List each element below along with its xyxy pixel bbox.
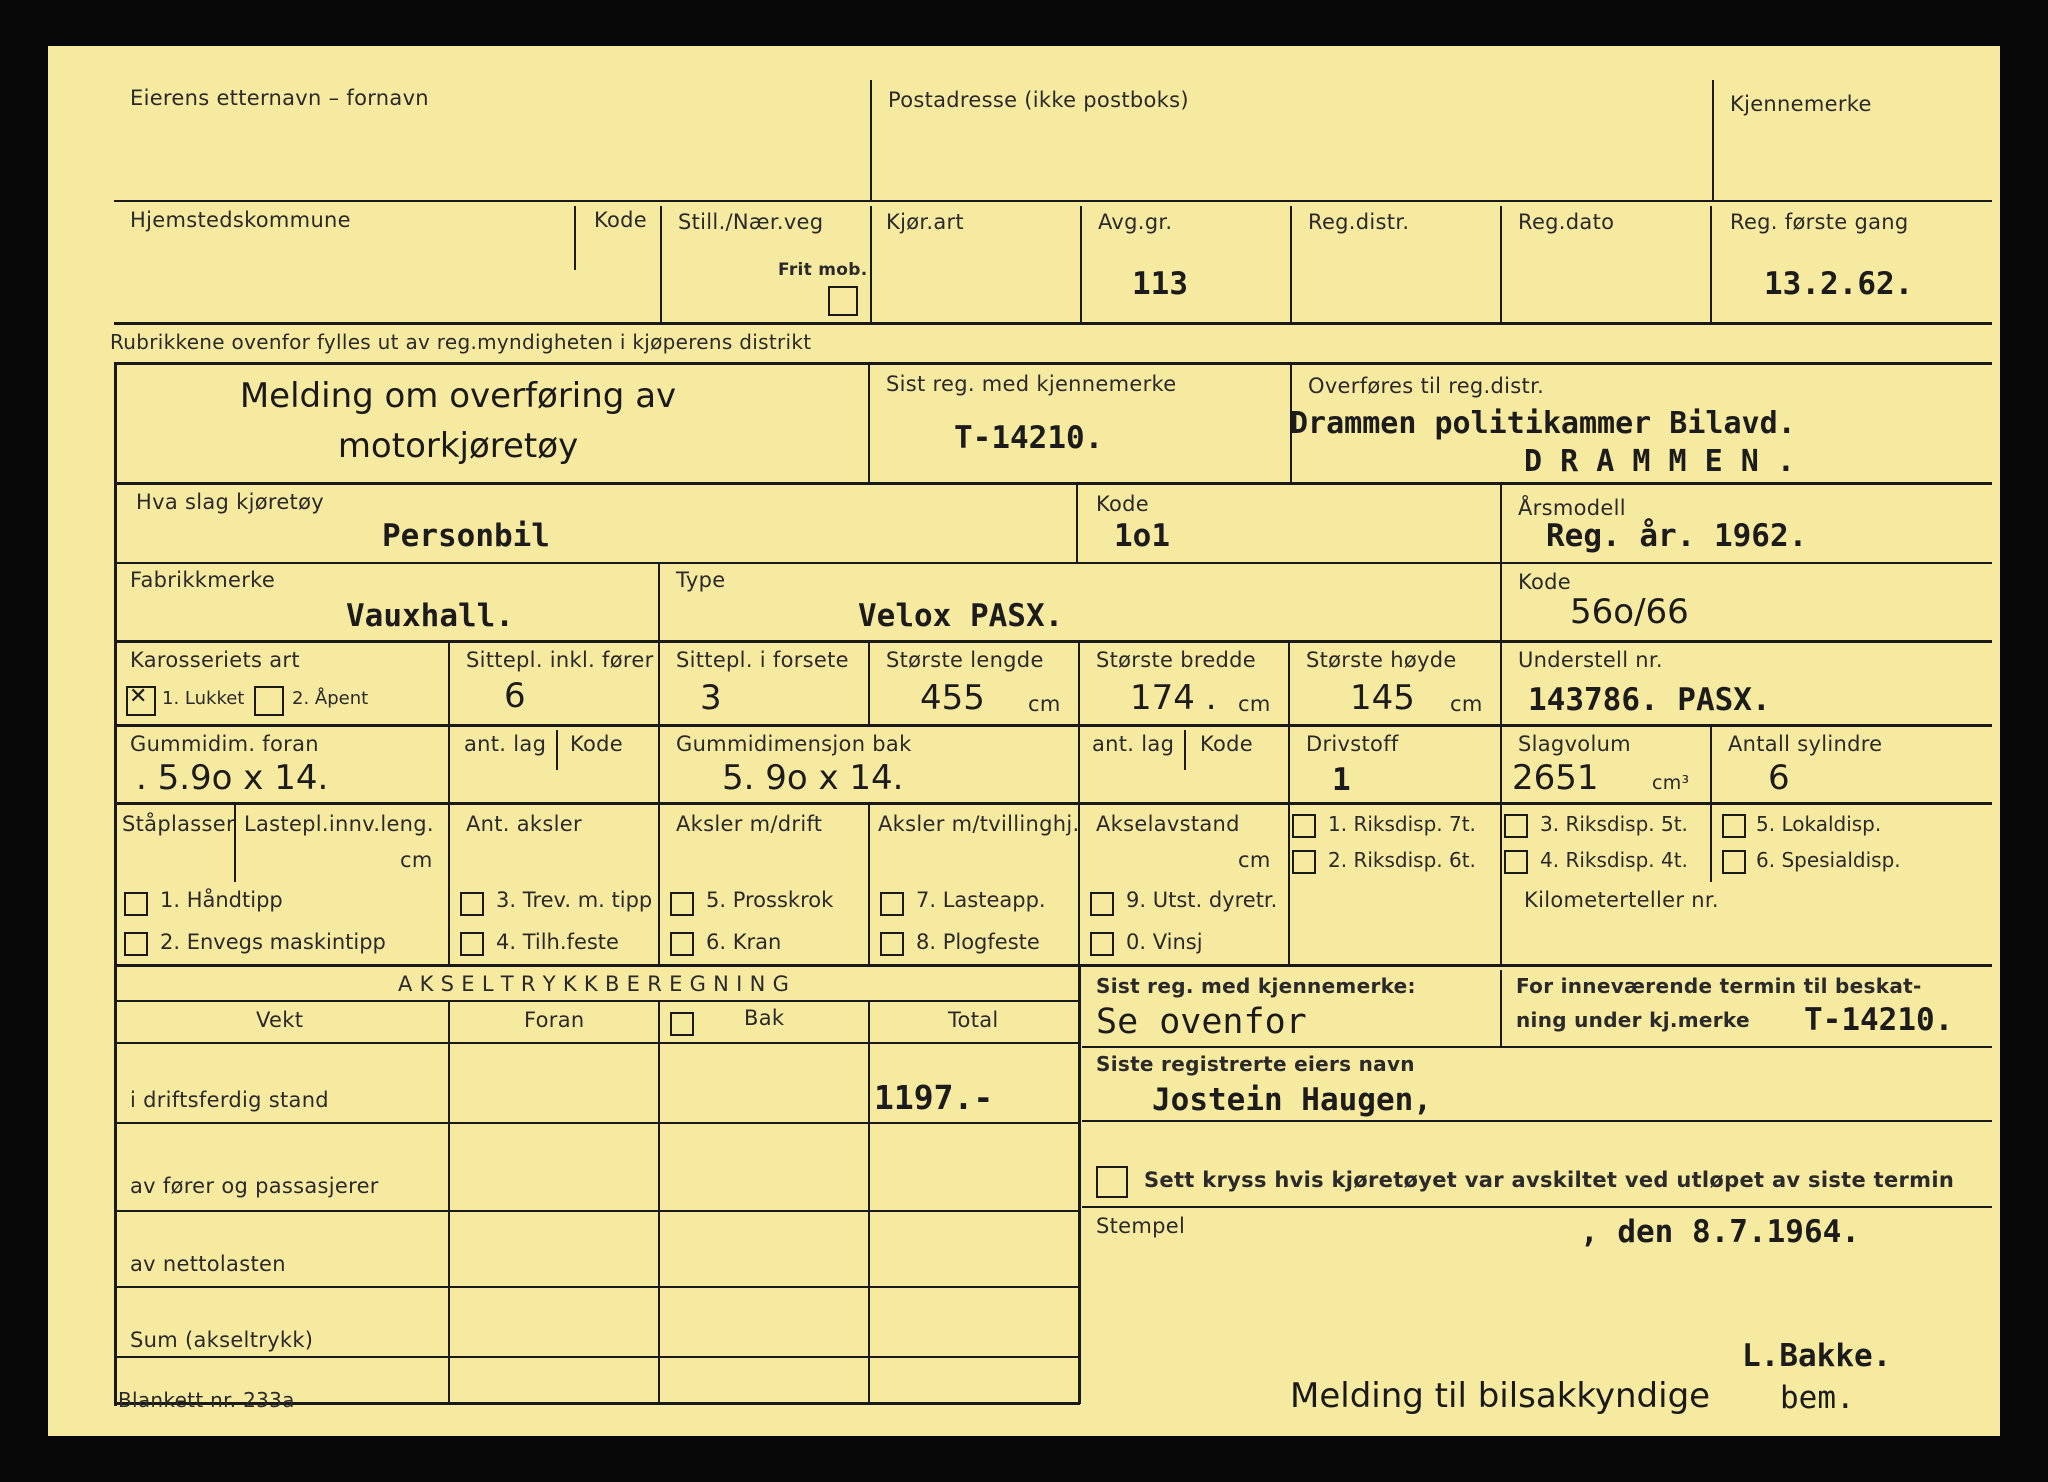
- rule: [870, 80, 872, 202]
- first-reg-label: Reg. første gang: [1730, 210, 1909, 234]
- height-label: Største høyde: [1306, 648, 1457, 672]
- rule: [1500, 804, 1502, 964]
- rule: [1712, 80, 1714, 202]
- animal-transport-label: 9. Utst. dyretr.: [1126, 888, 1278, 912]
- cylinders-label: Antall sylindre: [1728, 732, 1883, 756]
- rule: [1078, 964, 1081, 1404]
- width-label: Største bredde: [1096, 648, 1257, 672]
- rule: [1082, 1206, 1992, 1208]
- plow-mount-label: 8. Plogfeste: [916, 930, 1040, 954]
- last-reg-value: T-14210.: [954, 420, 1104, 456]
- rule: [1082, 1046, 1992, 1048]
- riksdisp-5t-label: 3. Riksdisp. 5t.: [1540, 812, 1688, 836]
- trailer-hitch-label: 4. Tilh.feste: [496, 930, 619, 954]
- front-plies-label: ant. lag: [464, 732, 547, 756]
- front-seats-value: 3: [700, 678, 722, 718]
- wood-tip-label: 3. Trev. m. tipp: [496, 888, 653, 912]
- front-seats-label: Sittepl. i forsete: [676, 648, 849, 672]
- crane-checkbox[interactable]: [670, 932, 694, 956]
- form-number: Blankett nr. 233a: [118, 1388, 295, 1412]
- rule: [1078, 642, 1080, 726]
- rule: [114, 1000, 1078, 1002]
- rule: [1080, 206, 1082, 322]
- deregistered-label: Sett kryss hvis kjøretøyet var avskiltet ved utløpet av siste termin: [1144, 1168, 1955, 1192]
- seats-label: Sittepl. inkl. fører: [466, 648, 654, 672]
- col-front-header: Foran: [524, 1008, 585, 1032]
- twin-axles-label: Aksler m/tvillinghj.: [878, 812, 1080, 836]
- plate-label: Kjennemerke: [1730, 92, 1872, 116]
- winch-label: 0. Vinsj: [1126, 930, 1203, 954]
- destination-label: Melding til bilsakkyndige: [1290, 1376, 1711, 1416]
- tax-group-label: Avg.gr.: [1098, 210, 1173, 234]
- deregistered-checkbox[interactable]: [1096, 1166, 1128, 1198]
- height-unit: cm: [1450, 692, 1483, 716]
- hand-tip-label: 1. Håndtipp: [160, 888, 283, 912]
- col-total-header: Total: [948, 1008, 999, 1032]
- special-disp-label: 6. Spesialdisp.: [1756, 848, 1901, 872]
- volume-unit: cm³: [1652, 772, 1690, 794]
- wheelbase-label: Akselavstand: [1096, 812, 1240, 836]
- special-disp-checkbox[interactable]: [1722, 850, 1746, 874]
- rear-header-checkbox[interactable]: [670, 1012, 694, 1036]
- rear-tire-code-label: Kode: [1200, 732, 1254, 756]
- transfer-line2: D R A M M E N .: [1524, 444, 1795, 479]
- rule: [114, 482, 1992, 485]
- drive-type-label: Kjør.art: [886, 210, 964, 234]
- rule: [1288, 642, 1290, 726]
- type-label: Type: [676, 568, 726, 592]
- notice-text: Rubrikkene ovenfor fylles ut av reg.myndigheten i kjøperens distrikt: [110, 330, 812, 354]
- rule: [868, 364, 870, 482]
- code-label: Kode: [594, 208, 648, 232]
- rule: [1078, 726, 1080, 804]
- stamp-label: Stempel: [1096, 1214, 1186, 1238]
- rule: [114, 1042, 1078, 1044]
- transfer-line1: Drammen politikammer Bilavd.: [1290, 406, 1796, 441]
- front-tire-code-label: Kode: [570, 732, 624, 756]
- rule: [114, 362, 117, 1406]
- local-disp-label: 5. Lokaldisp.: [1756, 812, 1882, 836]
- chassis-value: 143786. PASX.: [1528, 682, 1771, 718]
- rear-tire-label: Gummidimensjon bak: [676, 732, 912, 756]
- chassis-label: Understell nr.: [1518, 648, 1663, 672]
- seats-value: 6: [504, 676, 526, 716]
- plow-mount-checkbox[interactable]: [880, 932, 904, 956]
- crane-label: 6. Kran: [706, 930, 782, 954]
- rule: [868, 804, 870, 964]
- rear-tire-value: 5. 9o x 14.: [722, 758, 904, 798]
- row-sum-label: Sum (akseltrykk): [130, 1328, 314, 1352]
- reg-date-label: Reg.dato: [1518, 210, 1615, 234]
- rule: [114, 362, 1992, 365]
- wheelbase-unit: cm: [1238, 848, 1271, 872]
- model-year-label: Årsmodell: [1518, 496, 1626, 520]
- hand-tip-checkbox[interactable]: [124, 892, 148, 916]
- trailer-hitch-checkbox[interactable]: [460, 932, 484, 956]
- rule: [658, 1002, 660, 1402]
- rule: [1288, 726, 1290, 804]
- owner-name-label: Eierens etternavn – fornavn: [130, 86, 429, 110]
- riksdisp-6t-label: 2. Riksdisp. 6t.: [1328, 848, 1476, 872]
- rule: [1500, 642, 1502, 726]
- term-plate-value: T-14210.: [1804, 1002, 1954, 1038]
- signature-line1: L.Bakke.: [1742, 1338, 1892, 1374]
- rule: [1500, 484, 1502, 642]
- total-ready-value: 1197.-: [874, 1078, 994, 1117]
- hook-checkbox[interactable]: [670, 892, 694, 916]
- rule: [114, 1356, 1078, 1358]
- rule: [1290, 206, 1292, 322]
- rule: [114, 1122, 1078, 1124]
- body-type-label: Karosseriets art: [130, 648, 300, 672]
- riksdisp-4t-checkbox[interactable]: [1504, 850, 1528, 874]
- rule: [658, 804, 660, 964]
- riksdisp-7t-label: 1. Riksdisp. 7t.: [1328, 812, 1476, 836]
- row-ready-label: i driftsferdig stand: [130, 1088, 329, 1112]
- rule: [658, 642, 660, 726]
- row-driver-label: av fører og passasjerer: [130, 1174, 379, 1198]
- frit-mob-checkbox[interactable]: [828, 286, 858, 316]
- type-value: Velox PASX.: [858, 598, 1064, 634]
- first-reg-value: 13.2.62.: [1764, 266, 1914, 302]
- rule: [1500, 970, 1502, 1046]
- form-title-line1: Melding om overføring av: [239, 376, 677, 416]
- make-label: Fabrikkmerke: [130, 568, 276, 592]
- width-value: 174 .: [1130, 678, 1217, 718]
- rule: [658, 726, 660, 804]
- driven-axles-label: Aksler m/drift: [676, 812, 823, 836]
- rule: [1076, 484, 1078, 562]
- rule: [448, 1002, 450, 1402]
- rule: [1500, 206, 1502, 322]
- open-body-checkbox[interactable]: [254, 686, 284, 716]
- postal-address-label: Postadresse (ikke postboks): [888, 88, 1189, 112]
- last-owner-value: Jostein Haugen,: [1152, 1082, 1432, 1118]
- length-label: Største lengde: [886, 648, 1044, 672]
- axle-count-label: Ant. aksler: [466, 812, 582, 836]
- vehicle-kind-code-value: 1o1: [1114, 518, 1170, 554]
- loader-label: 7. Lasteapp.: [916, 888, 1046, 912]
- frit-mob-label: Frit mob.: [778, 260, 868, 280]
- cargo-length-unit: cm: [400, 848, 433, 872]
- rule: [868, 642, 870, 726]
- front-tire-label: Gummidim. foran: [130, 732, 319, 756]
- machine-tip-checkbox[interactable]: [124, 932, 148, 956]
- animal-transport-checkbox[interactable]: [1090, 892, 1114, 916]
- length-unit: cm: [1028, 692, 1061, 716]
- volume-label: Slagvolum: [1518, 732, 1631, 756]
- rule: [1082, 1120, 1992, 1122]
- wood-tip-checkbox[interactable]: [460, 892, 484, 916]
- rule: [870, 206, 872, 322]
- make-value: Vauxhall.: [346, 598, 514, 634]
- rear-plies-label: ant. lag: [1092, 732, 1175, 756]
- vehicle-kind-label: Hva slag kjøretøy: [136, 490, 324, 514]
- type-code-value: 56o/66: [1570, 592, 1689, 632]
- rule: [448, 804, 450, 964]
- position-label: Still./Nær.veg: [678, 210, 824, 234]
- open-body-label: 2. Åpent: [292, 688, 369, 709]
- rule: [114, 1286, 1078, 1288]
- vehicle-kind-value: Personbil: [382, 518, 550, 554]
- rule: [1184, 730, 1186, 770]
- rule: [448, 726, 450, 804]
- length-value: 455: [920, 678, 985, 718]
- rule: [868, 1002, 870, 1402]
- odometer-label: Kilometerteller nr.: [1524, 888, 1719, 912]
- transfer-label: Overføres til reg.distr.: [1308, 374, 1545, 398]
- closed-body-checkbox[interactable]: [126, 686, 156, 716]
- hook-label: 5. Prosskrok: [706, 888, 834, 912]
- loader-checkbox[interactable]: [880, 892, 904, 916]
- rule: [574, 206, 576, 270]
- vehicle-kind-code-label: Kode: [1096, 492, 1150, 516]
- riksdisp-4t-label: 4. Riksdisp. 4t.: [1540, 848, 1688, 872]
- form-title-line2: motorkjøretøy: [337, 426, 579, 466]
- tax-group-value: 113: [1132, 266, 1188, 302]
- rule: [1500, 726, 1502, 804]
- col-rear-header: Bak: [744, 1006, 785, 1030]
- signature-line2: bem.: [1780, 1380, 1855, 1416]
- winch-checkbox[interactable]: [1090, 932, 1114, 956]
- volume-value: 2651: [1512, 758, 1599, 798]
- rule: [114, 640, 1992, 643]
- riksdisp-6t-checkbox[interactable]: [1292, 850, 1316, 874]
- rule: [114, 562, 1992, 564]
- riksdisp-5t-checkbox[interactable]: [1504, 814, 1528, 838]
- fuel-value: 1: [1332, 762, 1351, 798]
- registration-card: [48, 46, 2000, 1436]
- municipality-label: Hjemstedskommune: [130, 208, 351, 232]
- rule: [114, 964, 1992, 967]
- model-year-value: Reg. år. 1962.: [1546, 518, 1808, 554]
- height-value: 145: [1350, 678, 1415, 718]
- rule: [556, 730, 558, 770]
- rule: [448, 642, 450, 726]
- last-reg-label: Sist reg. med kjennemerke: [886, 372, 1177, 396]
- fuel-label: Drivstoff: [1306, 732, 1399, 756]
- last-reg-plate-value: Se ovenfor: [1096, 1002, 1307, 1042]
- rule: [114, 322, 1992, 325]
- row-payload-label: av nettolasten: [130, 1252, 286, 1276]
- cylinders-value: 6: [1768, 758, 1790, 798]
- width-unit: cm: [1238, 692, 1271, 716]
- front-tire-value: . 5.9o x 14.: [136, 758, 329, 798]
- term-label-2: ning under kj.merke: [1516, 1008, 1750, 1032]
- riksdisp-7t-checkbox[interactable]: [1292, 814, 1316, 838]
- local-disp-checkbox[interactable]: [1722, 814, 1746, 838]
- standing-places-label: Ståplasser: [122, 812, 235, 836]
- rule: [114, 1210, 1078, 1212]
- term-label-1: For inneværende termin til beskat-: [1516, 974, 1922, 998]
- rule: [1710, 804, 1712, 882]
- cargo-length-label: Lastepl.innv.leng.: [244, 812, 434, 836]
- machine-tip-label: 2. Envegs maskintipp: [160, 930, 386, 954]
- last-reg-plate-label: Sist reg. med kjennemerke:: [1096, 974, 1416, 998]
- rule: [1288, 804, 1290, 964]
- axle-calc-title: A K S E L T R Y K K B E R E G N I N G: [398, 972, 790, 996]
- closed-body-label: 1. Lukket: [162, 688, 245, 709]
- rule: [1710, 206, 1712, 322]
- rule: [658, 564, 660, 642]
- rule: [114, 200, 1992, 202]
- rule: [660, 206, 662, 322]
- type-code-label: Kode: [1518, 570, 1572, 594]
- date-value: , den 8.7.1964.: [1580, 1214, 1860, 1250]
- reg-district-label: Reg.distr.: [1308, 210, 1410, 234]
- rule: [1710, 726, 1712, 804]
- col-weight-header: Vekt: [256, 1008, 304, 1032]
- last-owner-label: Siste registrerte eiers navn: [1096, 1052, 1415, 1076]
